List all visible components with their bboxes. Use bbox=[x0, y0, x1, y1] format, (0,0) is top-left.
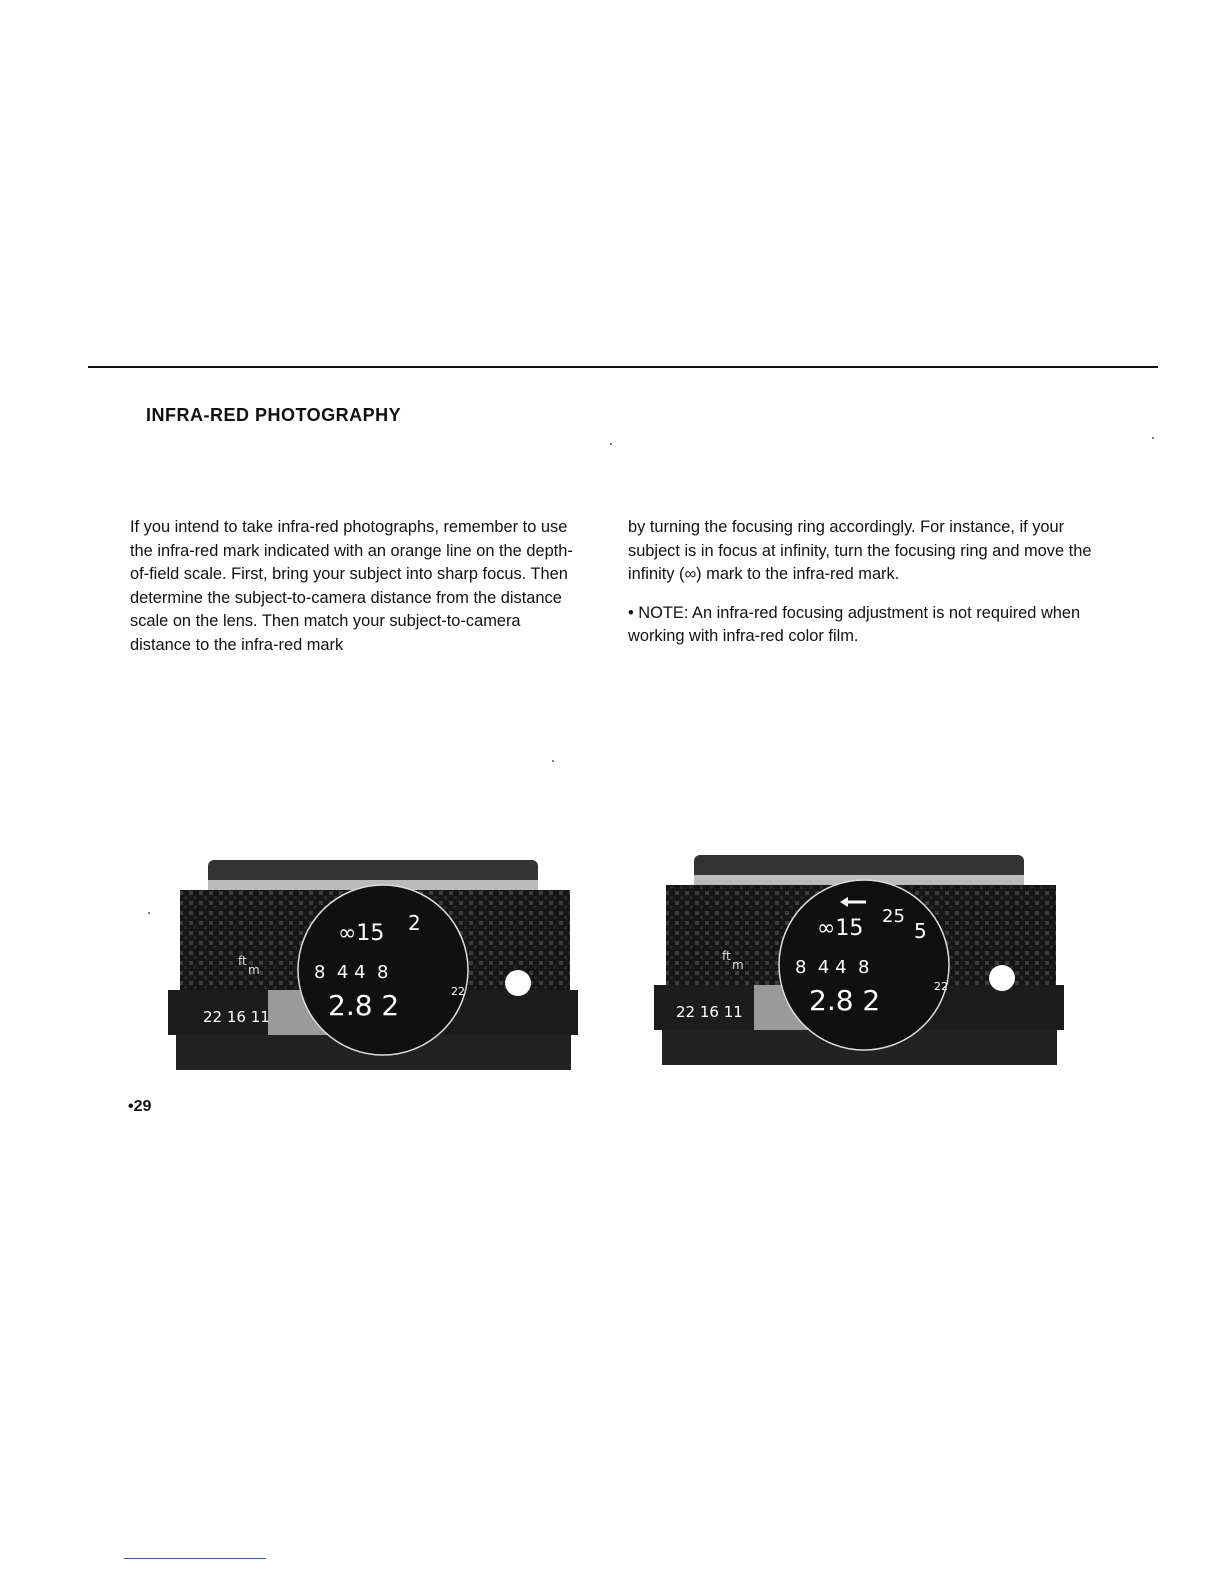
lens-release-dot bbox=[505, 970, 531, 996]
right-column bbox=[628, 516, 1098, 649]
note-paragraph: • NOTE: An infra-red focusing adjustment is not required when working with infra-red color film. bbox=[628, 603, 1081, 645]
aperture-ring-scale: 22 16 11 bbox=[203, 1008, 270, 1026]
distance-scale-tail: 5 bbox=[914, 919, 927, 943]
unit-m: m bbox=[732, 958, 744, 972]
scan-speck bbox=[1152, 437, 1154, 439]
lens-photo-left bbox=[168, 850, 578, 1075]
left-column-paragraph: If you intend to take infra-red photographs, remember to use the infra-red mark indicated with an orange line on the depth-of-field scale. First, bring your subject into sharp focus. Then determine the subject-to-camera distance from the distance scale on the lens. Then match your subject-to-camera distance to the infra-red mark bbox=[130, 518, 573, 654]
unit-m: m bbox=[248, 963, 260, 977]
side-mark: 22 bbox=[451, 985, 465, 998]
top-rule bbox=[88, 366, 1158, 368]
side-mark: 22 bbox=[934, 980, 948, 993]
distance-scale-tail: 2 bbox=[408, 911, 421, 935]
right-column-paragraph: by turning the focusing ring accordingly. For instance, if your subject is in focus at infinity, turn the focusing ring and move the infinity (∞) mark to the infra-red mark. bbox=[628, 518, 1092, 583]
lens-release-dot bbox=[989, 965, 1015, 991]
left-column bbox=[130, 516, 575, 657]
aperture-ring-scale: 22 16 11 bbox=[676, 1003, 743, 1021]
unit-ft: ft bbox=[238, 954, 247, 968]
lens-photo-right bbox=[654, 850, 1064, 1075]
distance-scale: ∞15 bbox=[338, 921, 385, 946]
dof-scale: 8 4 4 8 bbox=[795, 957, 870, 978]
scan-speck bbox=[610, 443, 612, 445]
dof-scale: 8 4 4 8 bbox=[314, 962, 389, 983]
aperture-value: 2.8 2 bbox=[328, 989, 400, 1022]
page-number: •29 bbox=[128, 1098, 152, 1115]
unit-ft: ft bbox=[722, 949, 731, 963]
scan-speck bbox=[148, 912, 150, 914]
scan-speck bbox=[552, 760, 554, 762]
section-heading: INFRA-RED PHOTOGRAPHY bbox=[146, 405, 402, 425]
distance-scale-sup: 25 bbox=[882, 906, 905, 927]
footer-rule bbox=[124, 1558, 266, 1559]
distance-scale: ∞15 bbox=[817, 916, 864, 941]
aperture-value: 2.8 2 bbox=[809, 984, 881, 1017]
